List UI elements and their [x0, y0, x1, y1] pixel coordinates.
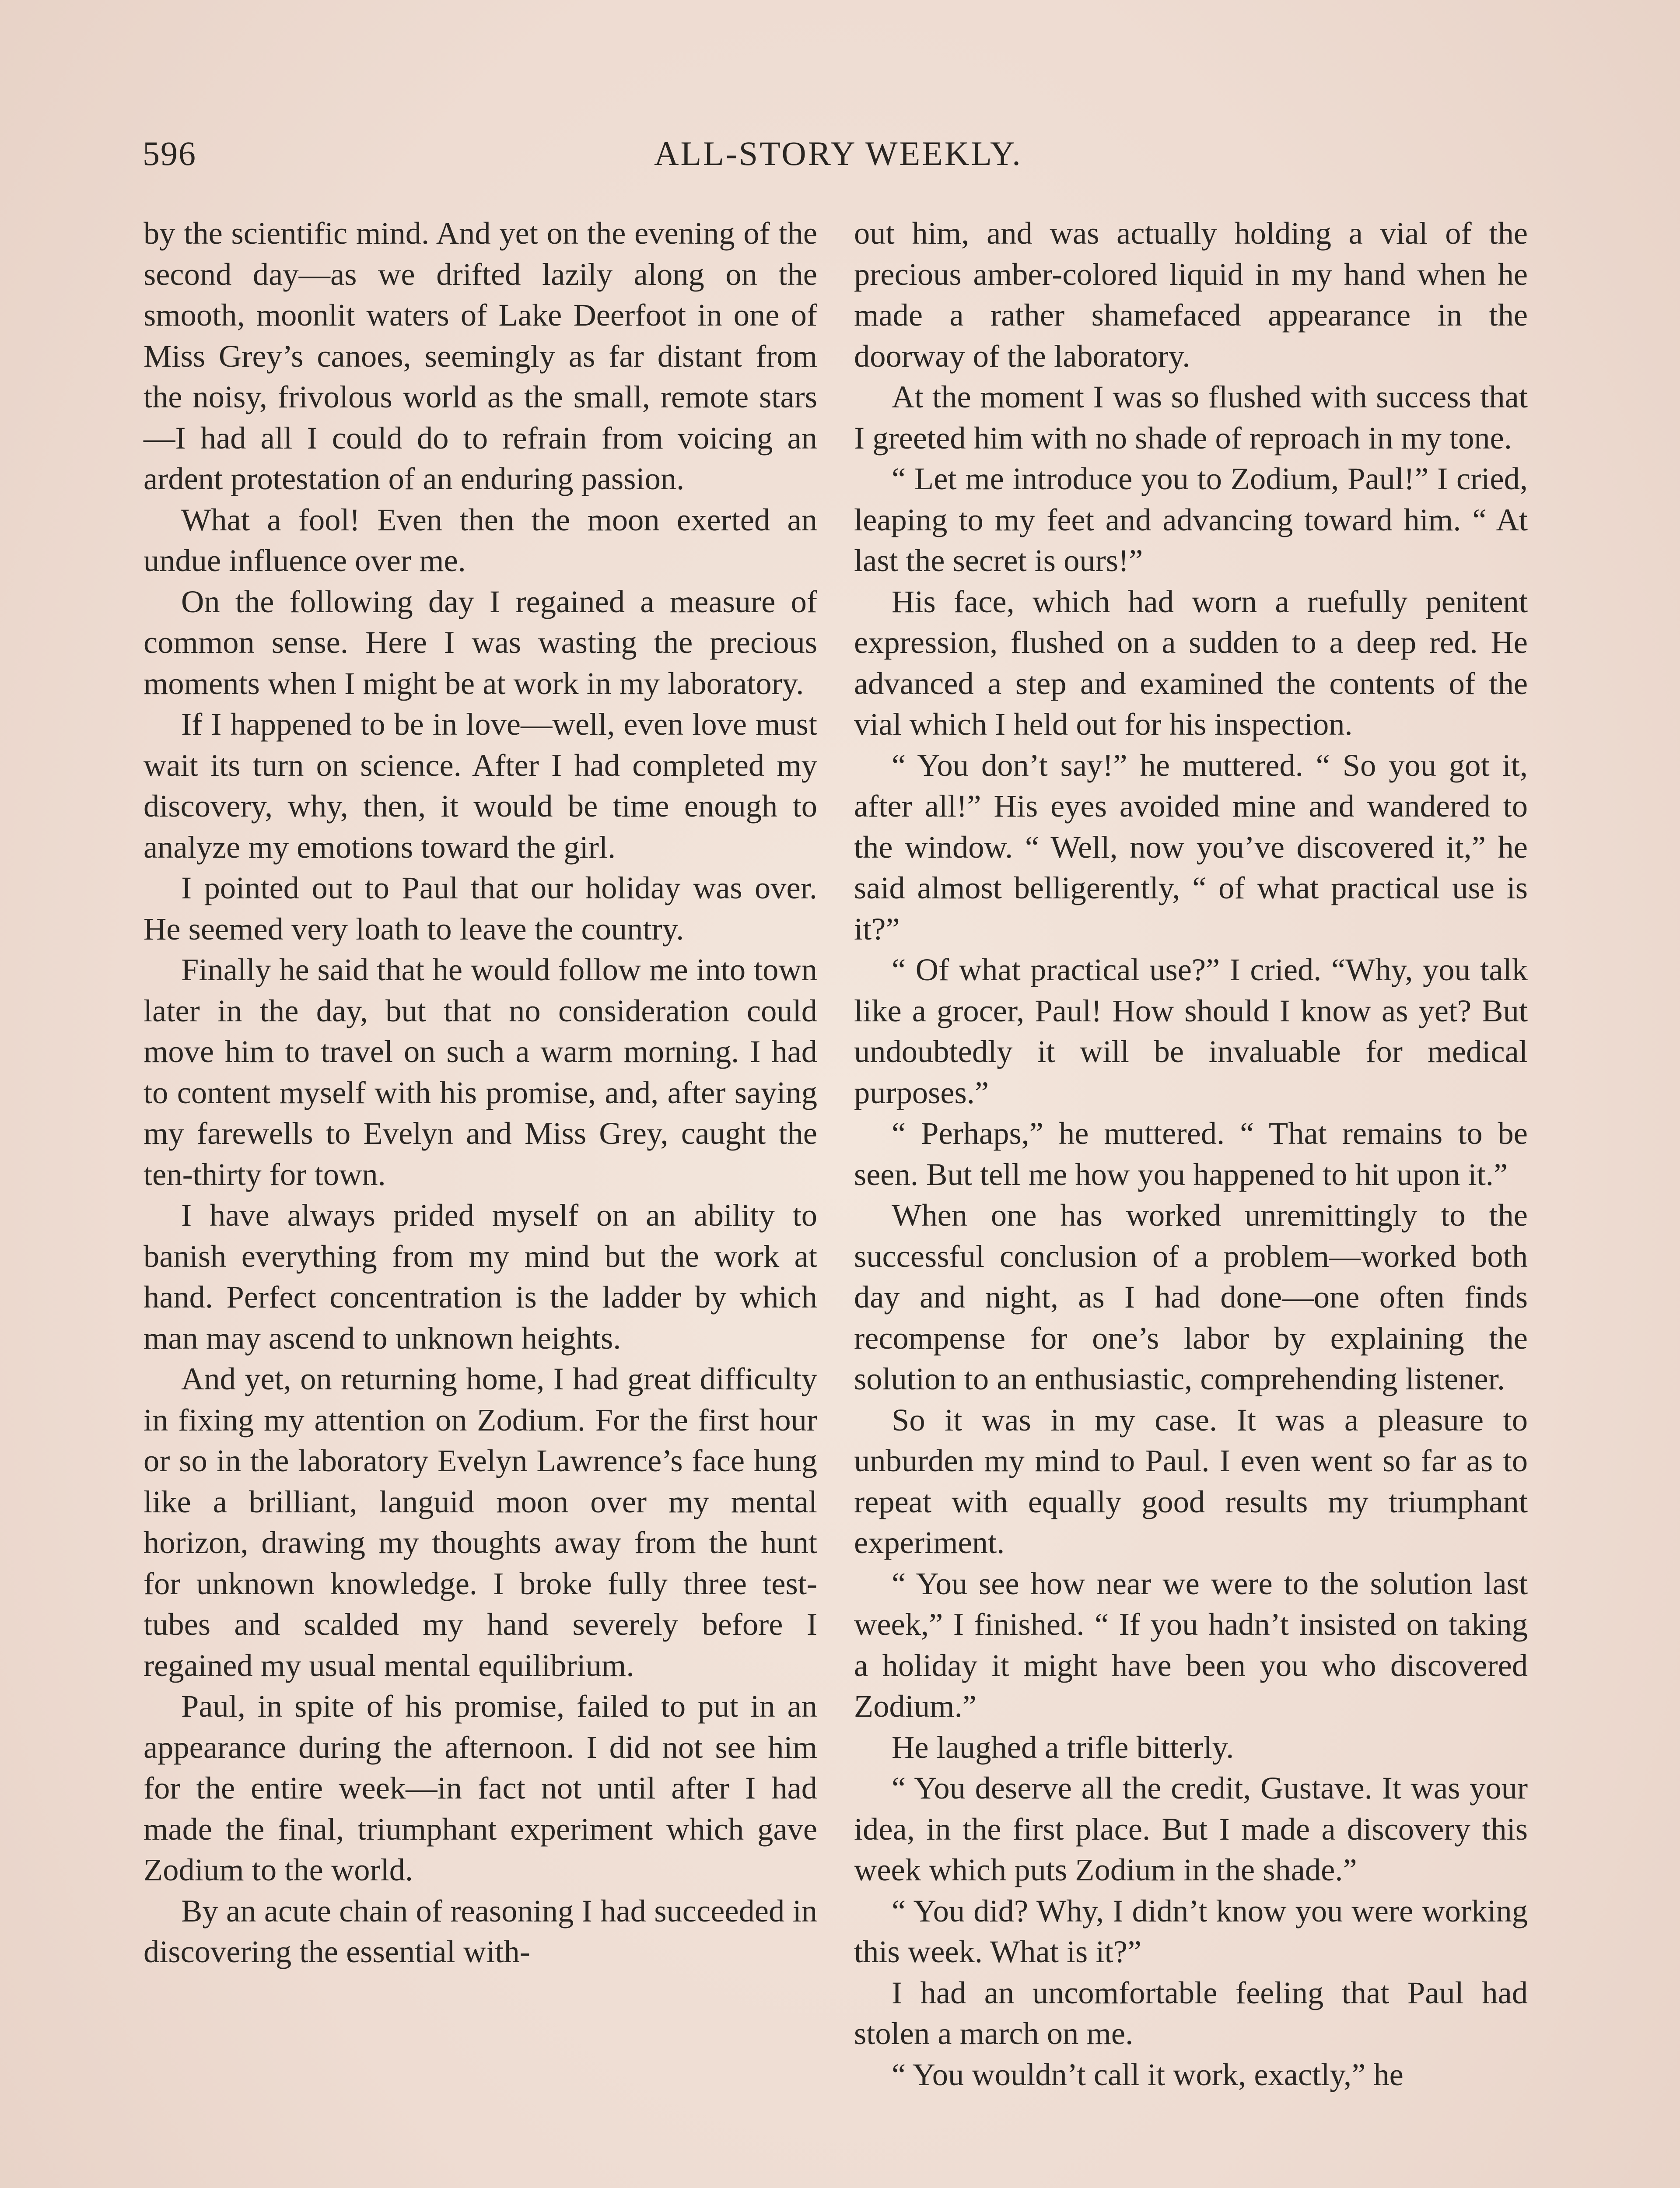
paragraph: Finally he said that he would follow me into town later in the day, but that no consideration could move him to travel on such a warm morning. I had to content myself with his promise, and, after saying my farewells to Evelyn and Miss Grey, caught the ten-thirty for town.	[144, 952, 817, 1192]
page-number: 596	[143, 134, 196, 172]
paragraph: I pointed out to Paul that our holiday was over. He seemed very loath to leave the country.	[144, 870, 817, 947]
paragraph: On the following day I regained a measure of common sense. Here I was wasting the precious moments when I might be at work in my laboratory.	[144, 583, 817, 701]
paragraph: And yet, on returning home, I had great difficulty in fixing my attention on Zodium. For the first hour or so in the laboratory Evelyn Lawrence’s face hung like a brilliant, languid moon over my mental horizon, drawing my thoughts away from the hunt for unknown knowledge. I broke fully three test-tubes and scalded my hand severely before I regained my usual mental equilibrium.	[144, 1361, 817, 1683]
paragraph: When one has worked unremittingly to the successful conclusion of a problem—worked both day and night, as I had done—one often finds recompense for one’s labor by explaining the solution to an enthusiastic, comprehending listener.	[854, 1197, 1528, 1396]
paragraph: His face, which had worn a ruefully penitent expression, flushed on a sudden to a deep red. He advanced a step and examined the contents of the vial which I held out for his inspection.	[854, 583, 1528, 742]
paragraph: “ You see how near we were to the solution last week,” I finished. “ If you hadn’t insisted on taking a holiday it might have been you who discovered Zodium.”	[854, 1565, 1528, 1724]
right-column	[854, 213, 1528, 2095]
paragraph: by the scientific mind. And yet on the evening of the second day—as we drifted lazily along on the smooth, moonlit waters of Lake Deerfoot in one of Miss Grey’s canoes, seemingly as far distant from the noisy, frivolous world as the small, remote stars—I had all I could do to refrain from voicing an ardent protestation of an enduring passion.	[144, 215, 817, 496]
paragraph: I have always prided myself on an ability to banish everything from my mind but the work at hand. Perfect concentration is the ladder by which man may ascend to unknown heights.	[144, 1197, 817, 1356]
paragraph: By an acute chain of reasoning I had succeeded in discovering the essential with-	[144, 1893, 817, 1969]
paragraph: “ Let me introduce you to Zodium, Paul!” I cried, leaping to my feet and advancing toward him. “ At last the secret is ours!”	[854, 461, 1528, 578]
paragraph: Paul, in spite of his promise, failed to put in an appearance during the afternoon. I did not see him for the entire week—in fact not until after I had made the final, triumphant experiment which gave Zodium to the world.	[144, 1688, 817, 1887]
paragraph: “ You don’t say!” he muttered. “ So you got it, after all!” His eyes avoided mine and wandered to the window. “ Well, now you’ve discovered it,” he said almost belligerently, “ of what practical use is it?”	[854, 747, 1528, 947]
paragraph: “ You did? Why, I didn’t know you were working this week. What is it?”	[854, 1893, 1528, 1969]
left-column	[144, 213, 817, 1972]
paragraph: “ Perhaps,” he muttered. “ That remains to be seen. But tell me how you happened to hit upon it.”	[854, 1115, 1528, 1192]
running-title: ALL-STORY WEEKLY.	[654, 134, 1022, 172]
paragraph: I had an uncomfortable feeling that Paul had stolen a march on me.	[854, 1974, 1528, 2051]
paragraph: out him, and was actually holding a vial of the precious amber-colored liquid in my hand when he made a rather shamefaced appearance in the doorway of the laboratory.	[854, 215, 1528, 374]
paragraph: He laughed a trifle bitterly.	[892, 1729, 1234, 1765]
paragraph: “ You deserve all the credit, Gustave. It was your idea, in the first place. But I made a discovery this week which puts Zodium in the shade.”	[854, 1770, 1528, 1887]
paragraph: If I happened to be in love—well, even love must wait its turn on science. After I had completed my discovery, why, then, it would be time enough to analyze my emotions toward the girl.	[144, 706, 817, 865]
paragraph: At the moment I was so flushed with success that I greeted him with no shade of reproach in my tone.	[854, 379, 1528, 456]
paragraph: So it was in my case. It was a pleasure to unburden my mind to Paul. I even went so far as to repeat with equally good results my triumphant experiment.	[854, 1402, 1528, 1560]
paragraph: “ You wouldn’t call it work, exactly,” he	[892, 2056, 1404, 2092]
page-header	[143, 130, 1534, 182]
paragraph: What a fool! Even then the moon exerted an undue influence over me.	[144, 501, 817, 578]
paragraph: “ Of what practical use?” I cried. “Why, you talk like a grocer, Paul! How should I know as yet? But undoubtedly it will be invaluable for medical purposes.”	[854, 952, 1528, 1110]
